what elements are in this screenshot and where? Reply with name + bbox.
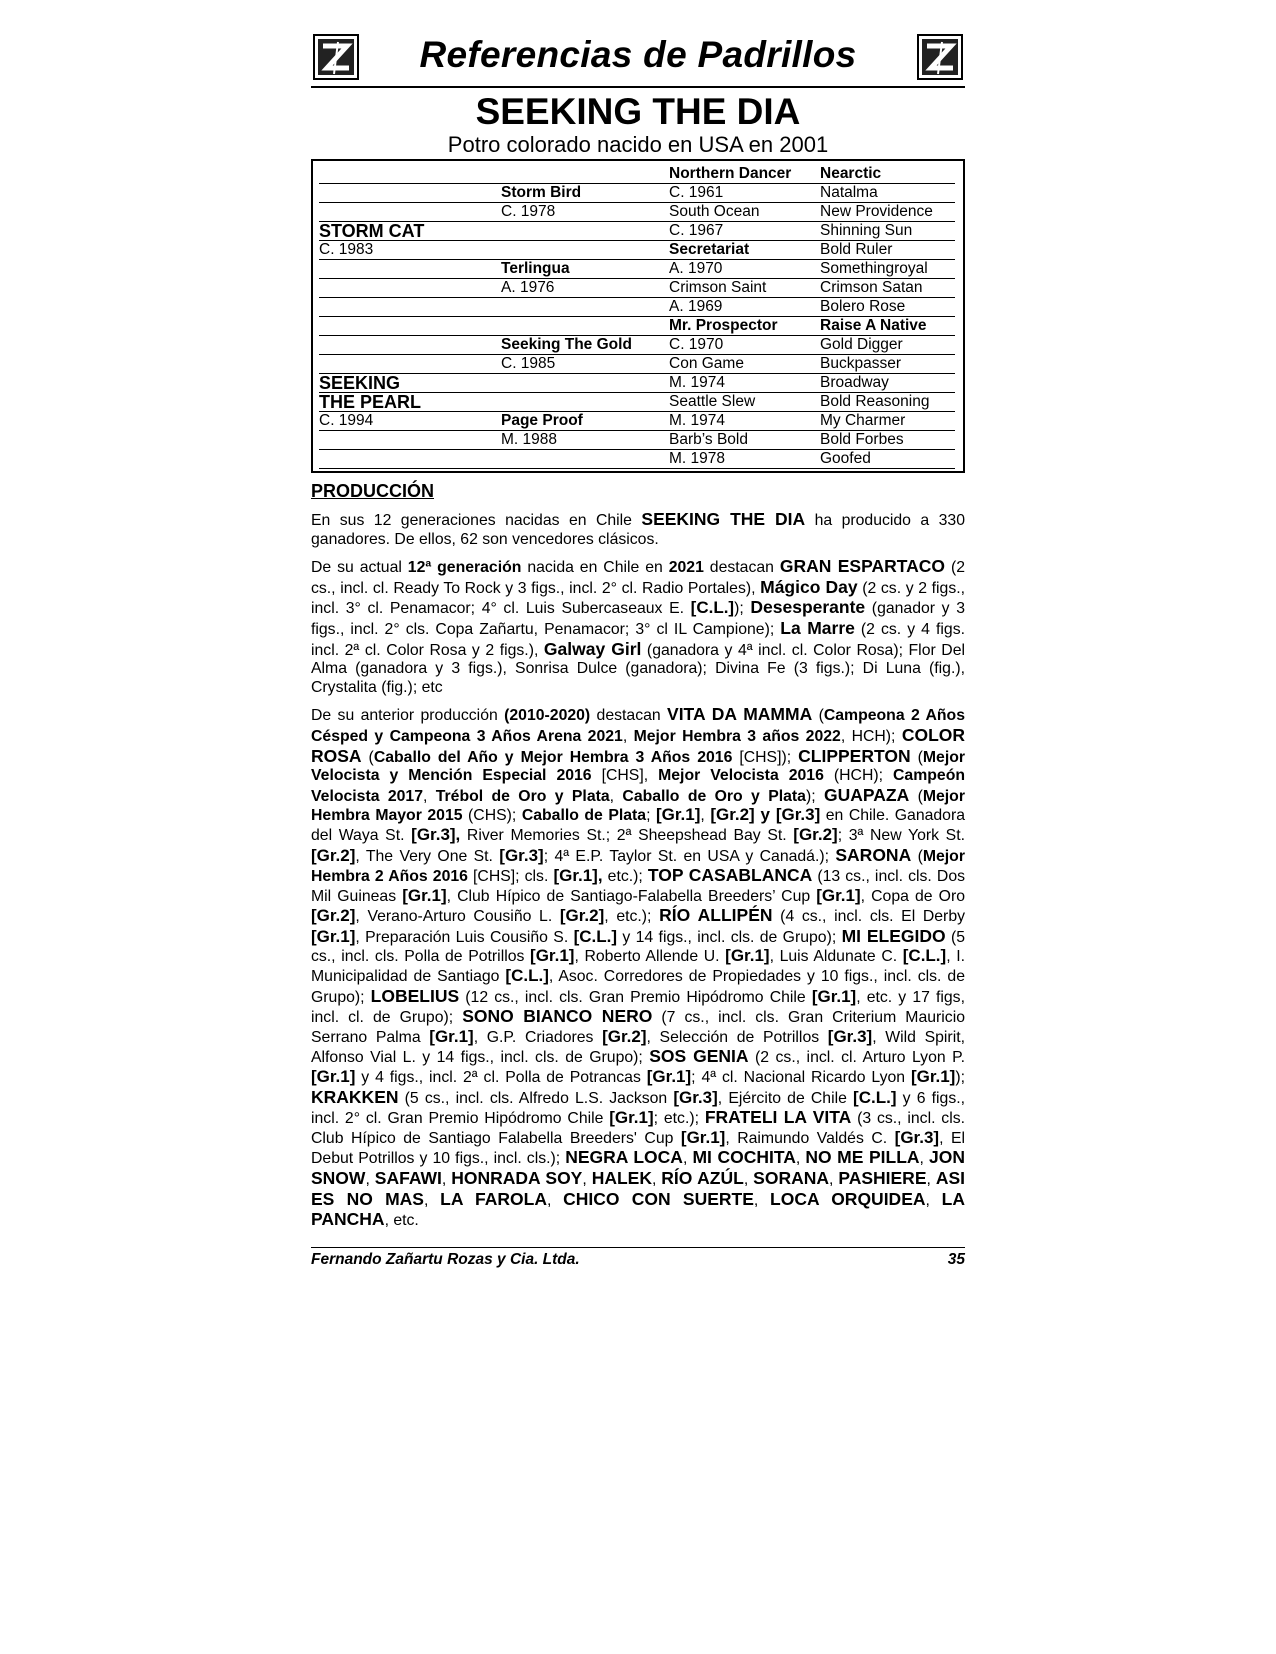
- body-text: ;: [646, 807, 656, 825]
- body-text: (2 cs., incl. cl. Ready To Rock y 3 figs., incl. 2° cl. Radio Portales),: [311, 559, 965, 597]
- horse-name-text: Desesperante: [750, 597, 866, 618]
- pedigree-cell: Bolero Rose: [820, 298, 955, 317]
- pedigree-cell: [319, 335, 501, 336]
- body-text: , Ejército de Chile: [717, 1089, 854, 1107]
- body-text: (2 cs. y 2 figs., incl. 3° cl. Penamacor; 4° cl. Luis Subercaseaux E.: [311, 579, 965, 618]
- body-text: (4 cs., incl. cls. El Derby: [772, 908, 966, 926]
- grade-text: [Gr.2]: [559, 906, 605, 926]
- bold-text: Mejor Velocista 2016: [658, 767, 824, 785]
- grade-text: [Gr.2]: [311, 845, 356, 865]
- pedigree-cell: C. 1985: [501, 355, 669, 374]
- body-text: , Copa de Oro: [860, 887, 965, 905]
- body-text: en Chile. Ganadora del Waya St.: [311, 807, 966, 844]
- horse-name-text: JON SNOW: [311, 1147, 965, 1188]
- body-text: etc.);: [602, 868, 648, 886]
- pedigree-cell: [319, 183, 501, 184]
- body-text: ,: [622, 727, 634, 745]
- header-title: Referencias de Padrillos: [419, 34, 857, 75]
- body-text: );: [805, 787, 824, 805]
- pedigree-cell: Bold Ruler: [820, 241, 955, 260]
- production-summary: [311, 510, 965, 549]
- pedigree-cell: My Charmer: [820, 412, 955, 431]
- body-text: [CHS],: [591, 767, 659, 785]
- body-text: , El Debut Potrillos y 10 figs., incl. cls.);: [311, 1129, 965, 1168]
- pedigree-cell: M. 1988: [501, 431, 669, 450]
- horse-subtitle: Potro colorado nacido en USA en 2001: [447, 132, 829, 157]
- pedigree-cell: A. 1976: [501, 279, 669, 298]
- grade-text: [Gr.2]: [311, 906, 356, 926]
- body-text: , I. Municipalidad de Santiago: [311, 948, 965, 986]
- body-text: ,: [423, 1191, 441, 1209]
- pedigree-cell: Mr. Prospector: [669, 317, 820, 336]
- body-text: (: [812, 707, 824, 725]
- pedigree-cell: Storm Bird: [501, 184, 669, 203]
- pedigree-cell: Gold Digger: [820, 336, 955, 355]
- body-text: ,: [651, 1171, 662, 1188]
- bold-text: (2010-2020): [504, 707, 591, 725]
- body-text: );: [955, 1069, 965, 1087]
- pedigree-cell: Northern Dancer: [669, 165, 820, 184]
- body-text: , etc.: [384, 1212, 419, 1230]
- body-text: (2 cs. y 4 figs. incl. 2ª cl. Color Rosa y 2 figs.),: [311, 620, 965, 659]
- grade-text: [Gr.1]: [609, 1108, 654, 1128]
- body-text: ,: [753, 1191, 771, 1209]
- body-text: , G.P. Criadores: [473, 1028, 603, 1046]
- body-text: , The Very One St.: [355, 847, 500, 865]
- grade-text: [C.L.]: [853, 1087, 897, 1107]
- pedigree-cell: SEEKING: [319, 374, 501, 393]
- bold-text: Trébol de Oro y Plata: [435, 787, 610, 805]
- grade-text: [Gr.1]: [530, 946, 575, 966]
- body-text: ,: [925, 1191, 942, 1209]
- body-text: (ganador y 3 figs., incl. 2° cls. Copa Zañartu, Penamacor; 3° cl IL Campione);: [311, 600, 965, 638]
- horse-name-text: FRATELI LA VITA: [704, 1107, 852, 1128]
- pedigree-cell: Broadway: [820, 374, 955, 393]
- grade-text: [Gr.3]: [673, 1087, 718, 1107]
- bold-text: 2021: [668, 559, 704, 577]
- bold-text: Caballo del Año y Mejor Hembra 3 Años 2016: [373, 748, 733, 766]
- bold-text: Caballo de Oro y Plata: [622, 787, 806, 805]
- pedigree-cell: C. 1970: [669, 336, 820, 355]
- body-text: , HCH);: [840, 727, 902, 745]
- body-text: (3 cs., incl. cls. Club Hípico de Santiago Falabella Breeders' Cup: [311, 1110, 966, 1147]
- body-text: ,: [795, 1150, 806, 1168]
- pedigree-cell: [319, 202, 501, 203]
- body-text: (5 cs., incl. cls. Polla de Potrillos: [311, 928, 966, 966]
- body-text: , etc.);: [604, 908, 660, 926]
- previous-production-paragraph: [311, 705, 965, 1230]
- pedigree-cell: Crimson Satan: [820, 279, 955, 298]
- pedigree-cell: A. 1970: [669, 260, 820, 279]
- horse-name-text: SORANA: [753, 1168, 829, 1188]
- horse-name-text: LA FAROLA: [440, 1188, 547, 1209]
- pedigree-cell: Shinning Sun: [820, 222, 955, 241]
- pedigree-cell: Seeking The Gold: [501, 336, 669, 355]
- horse-name-text: KRAKKEN: [311, 1086, 399, 1107]
- body-text: , Roberto Allende U.: [574, 948, 726, 966]
- pedigree-cell: Nearctic: [820, 165, 955, 184]
- pedigree-cell: C. 1961: [669, 184, 820, 203]
- body-text: De su actual: [311, 559, 408, 577]
- stud-logo-icon: [917, 34, 963, 80]
- horse-name-text: NO ME PILLA: [805, 1147, 920, 1168]
- pedigree-cell: [319, 316, 501, 317]
- horse-name-text: SAFAWI: [374, 1168, 442, 1188]
- grade-text: [Gr.2]: [602, 1026, 647, 1046]
- bold-text: Caballo de Plata: [521, 807, 647, 825]
- pedigree-cell: M. 1974: [669, 374, 820, 393]
- pedigree-row: [319, 374, 955, 393]
- horse-name-text: NEGRA LOCA: [565, 1147, 683, 1168]
- pedigree-cell: Secretariat: [669, 241, 820, 260]
- bold-text: Mejor Hembra Mayor 2015: [311, 787, 965, 825]
- body-text: ,: [700, 807, 711, 825]
- horse-name-text: RÍO ALLIPÉN: [659, 905, 773, 926]
- pedigree-row: [319, 336, 955, 355]
- pedigree-cell: [501, 468, 669, 469]
- horse-name-text: LOBELIUS: [370, 985, 460, 1006]
- pedigree-row: [319, 260, 955, 279]
- current-generation-paragraph: [311, 557, 965, 697]
- body-text: , Preparación Luis Cousiño S.: [355, 928, 574, 946]
- horse-name-text: HONRADA SOY: [451, 1168, 583, 1188]
- bold-text: Mejor Velocista y Mención Especial 2016: [311, 748, 966, 785]
- body-text: (5 cs., incl. cls. Alfredo L.S. Jackson: [398, 1089, 674, 1107]
- pedigree-cell: THE PEARL: [319, 393, 501, 412]
- grade-text: [Gr.1]: [656, 805, 701, 825]
- body-text: ,: [829, 1171, 839, 1188]
- grade-text: [Gr.1]: [680, 1127, 726, 1147]
- bold-text: Mejor Hembra 2 Años 2016: [311, 847, 965, 886]
- body-text: ,: [919, 1150, 930, 1168]
- pedigree-cell: [319, 297, 501, 298]
- pedigree-row: [319, 431, 955, 450]
- pedigree-cell: Con Game: [669, 355, 820, 374]
- horse-name-text: RÍO AZÚL: [661, 1168, 744, 1188]
- body-text: (CHS);: [462, 807, 522, 825]
- pedigree-cell: Somethingroyal: [820, 260, 955, 279]
- pedigree-cell: New Providence: [820, 203, 955, 222]
- body-text: ,: [441, 1171, 452, 1188]
- horse-name-text: CHICO CON SUERTE: [563, 1188, 754, 1209]
- pedigree-cell: Barb’s Bold: [669, 431, 820, 450]
- pedigree-cell: [501, 240, 669, 241]
- pedigree-row: [319, 355, 955, 374]
- footer-page-number: 35: [947, 1251, 965, 1268]
- horse-name-text: SOS GENIA: [649, 1046, 749, 1067]
- body-text: (12 cs., incl. cls. Gran Premio Hipódromo Chile: [459, 988, 812, 1006]
- body-text: (: [910, 748, 923, 766]
- pedigree-cell: Terlingua: [501, 260, 669, 279]
- body-text: ,: [365, 1171, 375, 1188]
- pedigree-table: [311, 159, 965, 473]
- section-title: PRODUCCIÓN: [311, 481, 435, 501]
- body-text: destacan: [703, 559, 780, 577]
- horse-name-text: HALEK: [591, 1168, 652, 1188]
- pedigree-cell: [501, 392, 669, 393]
- body-text: ,: [582, 1171, 592, 1188]
- pedigree-cell: C. 1978: [501, 203, 669, 222]
- body-text: ,: [682, 1150, 693, 1168]
- horse-name-text: SONO BIANCO NERO: [462, 1006, 653, 1027]
- body-text: ; 4ª cl. Nacional Ricardo Lyon: [691, 1069, 911, 1087]
- pedigree-cell: C. 1983: [319, 241, 501, 260]
- horse-name-text: LOCA ORQUIDEA: [770, 1188, 926, 1209]
- body-text: , Luis Aldunate C.: [769, 948, 903, 966]
- body-text: ,: [743, 1171, 754, 1188]
- body-text: , etc. y 17 figs, incl. cl. de Grupo);: [311, 988, 965, 1027]
- horse-name-text: TOP CASABLANCA: [647, 865, 813, 886]
- bold-text: Campeón Velocista 2017: [311, 767, 965, 805]
- body-text: destacan: [590, 707, 668, 725]
- horse-name-text: LA PANCHA: [311, 1188, 965, 1230]
- horse-name-text: COLOR ROSA: [311, 724, 966, 766]
- footer-company: Fernando Zañartu Rozas y Cia. Ltda.: [311, 1251, 580, 1268]
- horse-name-text: CLIPPERTON: [798, 745, 911, 766]
- body-text: , Raimundo Valdés C.: [725, 1129, 895, 1147]
- body-text: );: [734, 600, 751, 618]
- body-text: , Wild Spirit, Alfonso Vial L. y 14 figs., incl. cls. de Grupo);: [311, 1028, 965, 1067]
- pedigree-cell: Goofed: [820, 450, 955, 469]
- pedigree-cell: Buckpasser: [820, 355, 955, 374]
- pedigree-cell: C. 1967: [669, 222, 820, 241]
- pedigree-row: [319, 298, 955, 317]
- body-text: , Verano-Arturo Cousiño L.: [355, 908, 560, 926]
- pedigree-cell: [319, 278, 501, 279]
- horse-name-text: VITA DA MAMMA: [667, 704, 813, 725]
- body-text: (ganadora y 4ª incl. cl. Color Rosa); Flor Del Alma (ganadora y 3 figs.), Sonrisa Dulce (ganadora); Divina Fe (3 figs.); Di Luna (fig.), Crystalita (fig.); etc: [311, 641, 965, 696]
- grade-text: [Gr.1]: [811, 986, 857, 1006]
- grade-text: [C.L.]: [505, 966, 549, 986]
- pedigree-cell: Natalma: [820, 184, 955, 203]
- page-header: [311, 28, 965, 88]
- pedigree-row: [319, 203, 955, 222]
- body-text: ,: [546, 1191, 564, 1209]
- pedigree-cell: STORM CAT: [319, 222, 501, 241]
- grade-text: [Gr.1]: [910, 1067, 956, 1087]
- horse-name-text: GRAN ESPARTACO: [779, 556, 946, 577]
- pedigree-row: [319, 241, 955, 260]
- body-text: (HCH);: [823, 767, 894, 785]
- pedigree-cell: Bold Forbes: [820, 431, 955, 450]
- grade-text: [C.L.]: [573, 926, 618, 946]
- body-text: (2 cs., incl. cl. Arturo Lyon P.: [748, 1049, 965, 1067]
- body-text: (: [361, 748, 374, 766]
- body-text: (: [909, 787, 923, 805]
- body-text: ; 4ª E.P. Taylor St. en USA y Canadá.);: [543, 847, 836, 865]
- pedigree-cell: [319, 449, 501, 450]
- summary-text: ha producido a 330 ganadores. De ellos, 62 son vencedores clásicos.: [311, 512, 965, 548]
- body-text: ; etc.);: [653, 1110, 705, 1128]
- pedigree-row: [319, 450, 955, 469]
- body-text: De su anterior producción: [311, 707, 505, 725]
- pedigree-row: [319, 279, 955, 298]
- grade-text: [C.L.]: [690, 598, 735, 618]
- grade-text: [Gr.3]: [499, 845, 544, 865]
- pedigree-row: [319, 222, 955, 241]
- grade-text: [Gr.1]: [646, 1067, 692, 1087]
- pedigree-cell: M. 1978: [669, 450, 820, 469]
- horse-name-text: SARONA: [835, 844, 912, 865]
- body-text: ,: [609, 787, 623, 805]
- body-text: , Asoc. Corredores de Propiedades y 10 figs., incl. cls. de Grupo);: [311, 968, 965, 1006]
- grade-text: [Gr.3]: [827, 1026, 873, 1046]
- body-text: (13 cs., incl. cls. Dos Mil Guineas: [311, 868, 966, 905]
- grade-text: [Gr.1]: [816, 885, 861, 905]
- grade-text: [Gr.1]: [725, 946, 770, 966]
- body-text: [CHS]; cls.: [467, 868, 554, 886]
- body-text: [CHS]);: [732, 748, 799, 766]
- bold-text: Mejor Hembra 3 años 2022: [633, 727, 841, 745]
- pedigree-row: [319, 393, 955, 412]
- bold-text: 12ª generación: [407, 559, 522, 577]
- horse-name-text: Mágico Day: [760, 576, 858, 597]
- pedigree-cell: [501, 316, 669, 317]
- horse-name-text: GUAPAZA: [823, 784, 910, 805]
- body-text: ; 3ª New York St.: [837, 826, 965, 844]
- pedigree-cell: Raise A Native: [820, 317, 955, 336]
- body-text: y 14 figs., incl. cls. de Grupo);: [617, 928, 842, 946]
- body-text: ,: [423, 787, 436, 805]
- horse-name-text: MI COCHITA: [692, 1147, 796, 1168]
- horse-name-text: La Marre: [780, 617, 855, 638]
- grade-text: [Gr.1]: [311, 926, 356, 946]
- body-text: y 6 figs., incl. 2° cl. Gran Premio Hipódromo Chile: [311, 1089, 965, 1128]
- horse-name-text: Galway Girl: [543, 638, 642, 659]
- pedigree-cell: Bold Reasoning: [820, 393, 955, 412]
- pedigree-cell: C. 1994: [319, 412, 501, 431]
- pedigree-cell: [319, 354, 501, 355]
- grade-text: [Gr.1]: [429, 1026, 474, 1046]
- body-text: ,: [926, 1171, 936, 1188]
- grade-text: [Gr.2] y [Gr.3]: [710, 805, 821, 825]
- body-text: y 4 figs., incl. 2ª cl. Polla de Potrancas: [355, 1069, 647, 1087]
- pedigree-row: [319, 412, 955, 431]
- pedigree-row: [319, 317, 955, 336]
- body-text: nacida en Chile en: [521, 559, 669, 577]
- body-text: (: [911, 847, 923, 865]
- page-footer: [311, 1247, 965, 1269]
- pedigree-cell: A. 1969: [669, 298, 820, 317]
- grade-text: [C.L.]: [902, 946, 947, 966]
- horse-name: SEEKING THE DIA: [475, 91, 801, 132]
- horse-name-text: MI ELEGIDO: [841, 925, 946, 946]
- body-text: (7 cs., incl. cls. Gran Criterium Mauricio Serrano Palma: [311, 1009, 965, 1046]
- horse-name-text: PASHIERE: [838, 1168, 927, 1188]
- grade-text: [Gr.1],: [553, 866, 603, 886]
- grade-text: [Gr.1]: [311, 1067, 356, 1087]
- pedigree-cell: M. 1974: [669, 412, 820, 431]
- grade-text: [Gr.3]: [894, 1127, 940, 1147]
- grade-text: [Gr.3],: [411, 824, 461, 844]
- grade-text: [Gr.2]: [793, 824, 838, 844]
- body-text: , Club Hípico de Santiago-Falabella Breeders’ Cup: [446, 887, 817, 905]
- pedigree-cell: Crimson Saint: [669, 279, 820, 298]
- bold-text: Campeona 2 Años Césped y Campeona 3 Años Arena 2021: [311, 707, 965, 745]
- body-text: River Memories St.; 2ª Sheepshead Bay St.: [460, 826, 794, 844]
- pedigree-row: [319, 165, 955, 184]
- document-page: [311, 28, 965, 1231]
- grade-text: [Gr.1]: [402, 885, 447, 905]
- pedigree-cell: South Ocean: [669, 203, 820, 222]
- summary-text: En sus 12 generaciones nacidas en Chile: [311, 512, 642, 529]
- pedigree-cell: [319, 468, 501, 469]
- body-text: , Selección de Potrillos: [646, 1028, 828, 1046]
- pedigree-cell: Page Proof: [501, 412, 669, 431]
- summary-horse-name: SEEKING THE DIA: [641, 509, 806, 529]
- horse-name-text: ASI ES NO MAS: [311, 1168, 966, 1209]
- pedigree-cell: Seattle Slew: [669, 393, 820, 412]
- pedigree-row: [319, 184, 955, 203]
